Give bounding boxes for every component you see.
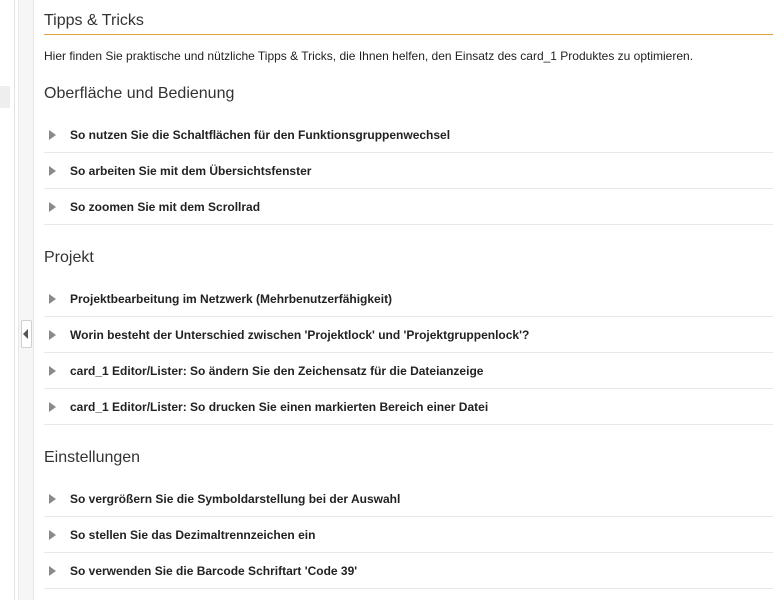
tip-item[interactable] [44,517,773,553]
left-navigation-panel [0,0,15,600]
triangle-right-icon [49,294,56,304]
tip-item[interactable] [44,189,773,225]
section-list-einstellungen [44,481,773,589]
tip-item-label: Projektbearbeitung im Netzwerk (Mehrbenutzerfähigkeit) [70,291,393,306]
triangle-right-icon [49,566,56,576]
section-list-projekt [44,281,773,425]
tip-item-label: So arbeiten Sie mit dem Übersichtsfenster [70,163,312,178]
section-title-einstellungen: Einstellungen [44,449,141,466]
tip-item[interactable] [44,389,773,425]
section-title-projekt: Projekt [44,249,94,266]
tip-item[interactable] [44,317,773,353]
triangle-right-icon [49,330,56,340]
arrow-left-icon [23,329,28,339]
tip-item-label: Worin besteht der Unterschied zwischen 'Projektlock' und 'Projektgruppenlock'? [70,327,530,342]
tip-item-label: So verwenden Sie die Barcode Schriftart 'Code 39' [70,563,358,578]
triangle-right-icon [49,166,56,176]
tip-item-label: So vergrößern Sie die Symboldarstellung bei der Auswahl [70,491,401,506]
triangle-right-icon [49,494,56,504]
tip-item-label: card_1 Editor/Lister: So drucken Sie einen markierten Bereich einer Datei [70,399,489,414]
nav-selected-row[interactable] [0,86,10,108]
tip-item-label: So nutzen Sie die Schaltflächen für den Funktionsgruppenwechsel [70,127,451,142]
tip-item[interactable] [44,117,773,153]
page-title: Tipps & Tricks [44,0,773,35]
tip-item-label: card_1 Editor/Lister: So ändern Sie den Zeichensatz für die Dateianzeige [70,363,484,378]
triangle-right-icon [49,130,56,140]
tip-item[interactable] [44,353,773,389]
triangle-right-icon [49,402,56,412]
collapse-panel-button[interactable] [21,320,32,348]
triangle-right-icon [49,366,56,376]
tip-item[interactable] [44,153,773,189]
tip-item-label: So stellen Sie das Dezimaltrennzeichen ein [70,527,316,542]
tip-item[interactable] [44,481,773,517]
tip-item[interactable] [44,281,773,317]
panel-splitter[interactable] [18,0,34,600]
section-title-oberflaeche: Oberfläche und Bedienung [44,85,235,102]
tip-item[interactable] [44,553,773,589]
tip-item-label: So zoomen Sie mit dem Scrollrad [70,199,261,214]
intro-text: Hier finden Sie praktische und nützliche Tipps & Tricks, die Ihnen helfen, den Einsatz des card_1 Produktes zu optimieren. [44,49,694,63]
triangle-right-icon [49,530,56,540]
section-list-oberflaeche [44,117,773,225]
triangle-right-icon [49,202,56,212]
main-content [44,0,773,589]
